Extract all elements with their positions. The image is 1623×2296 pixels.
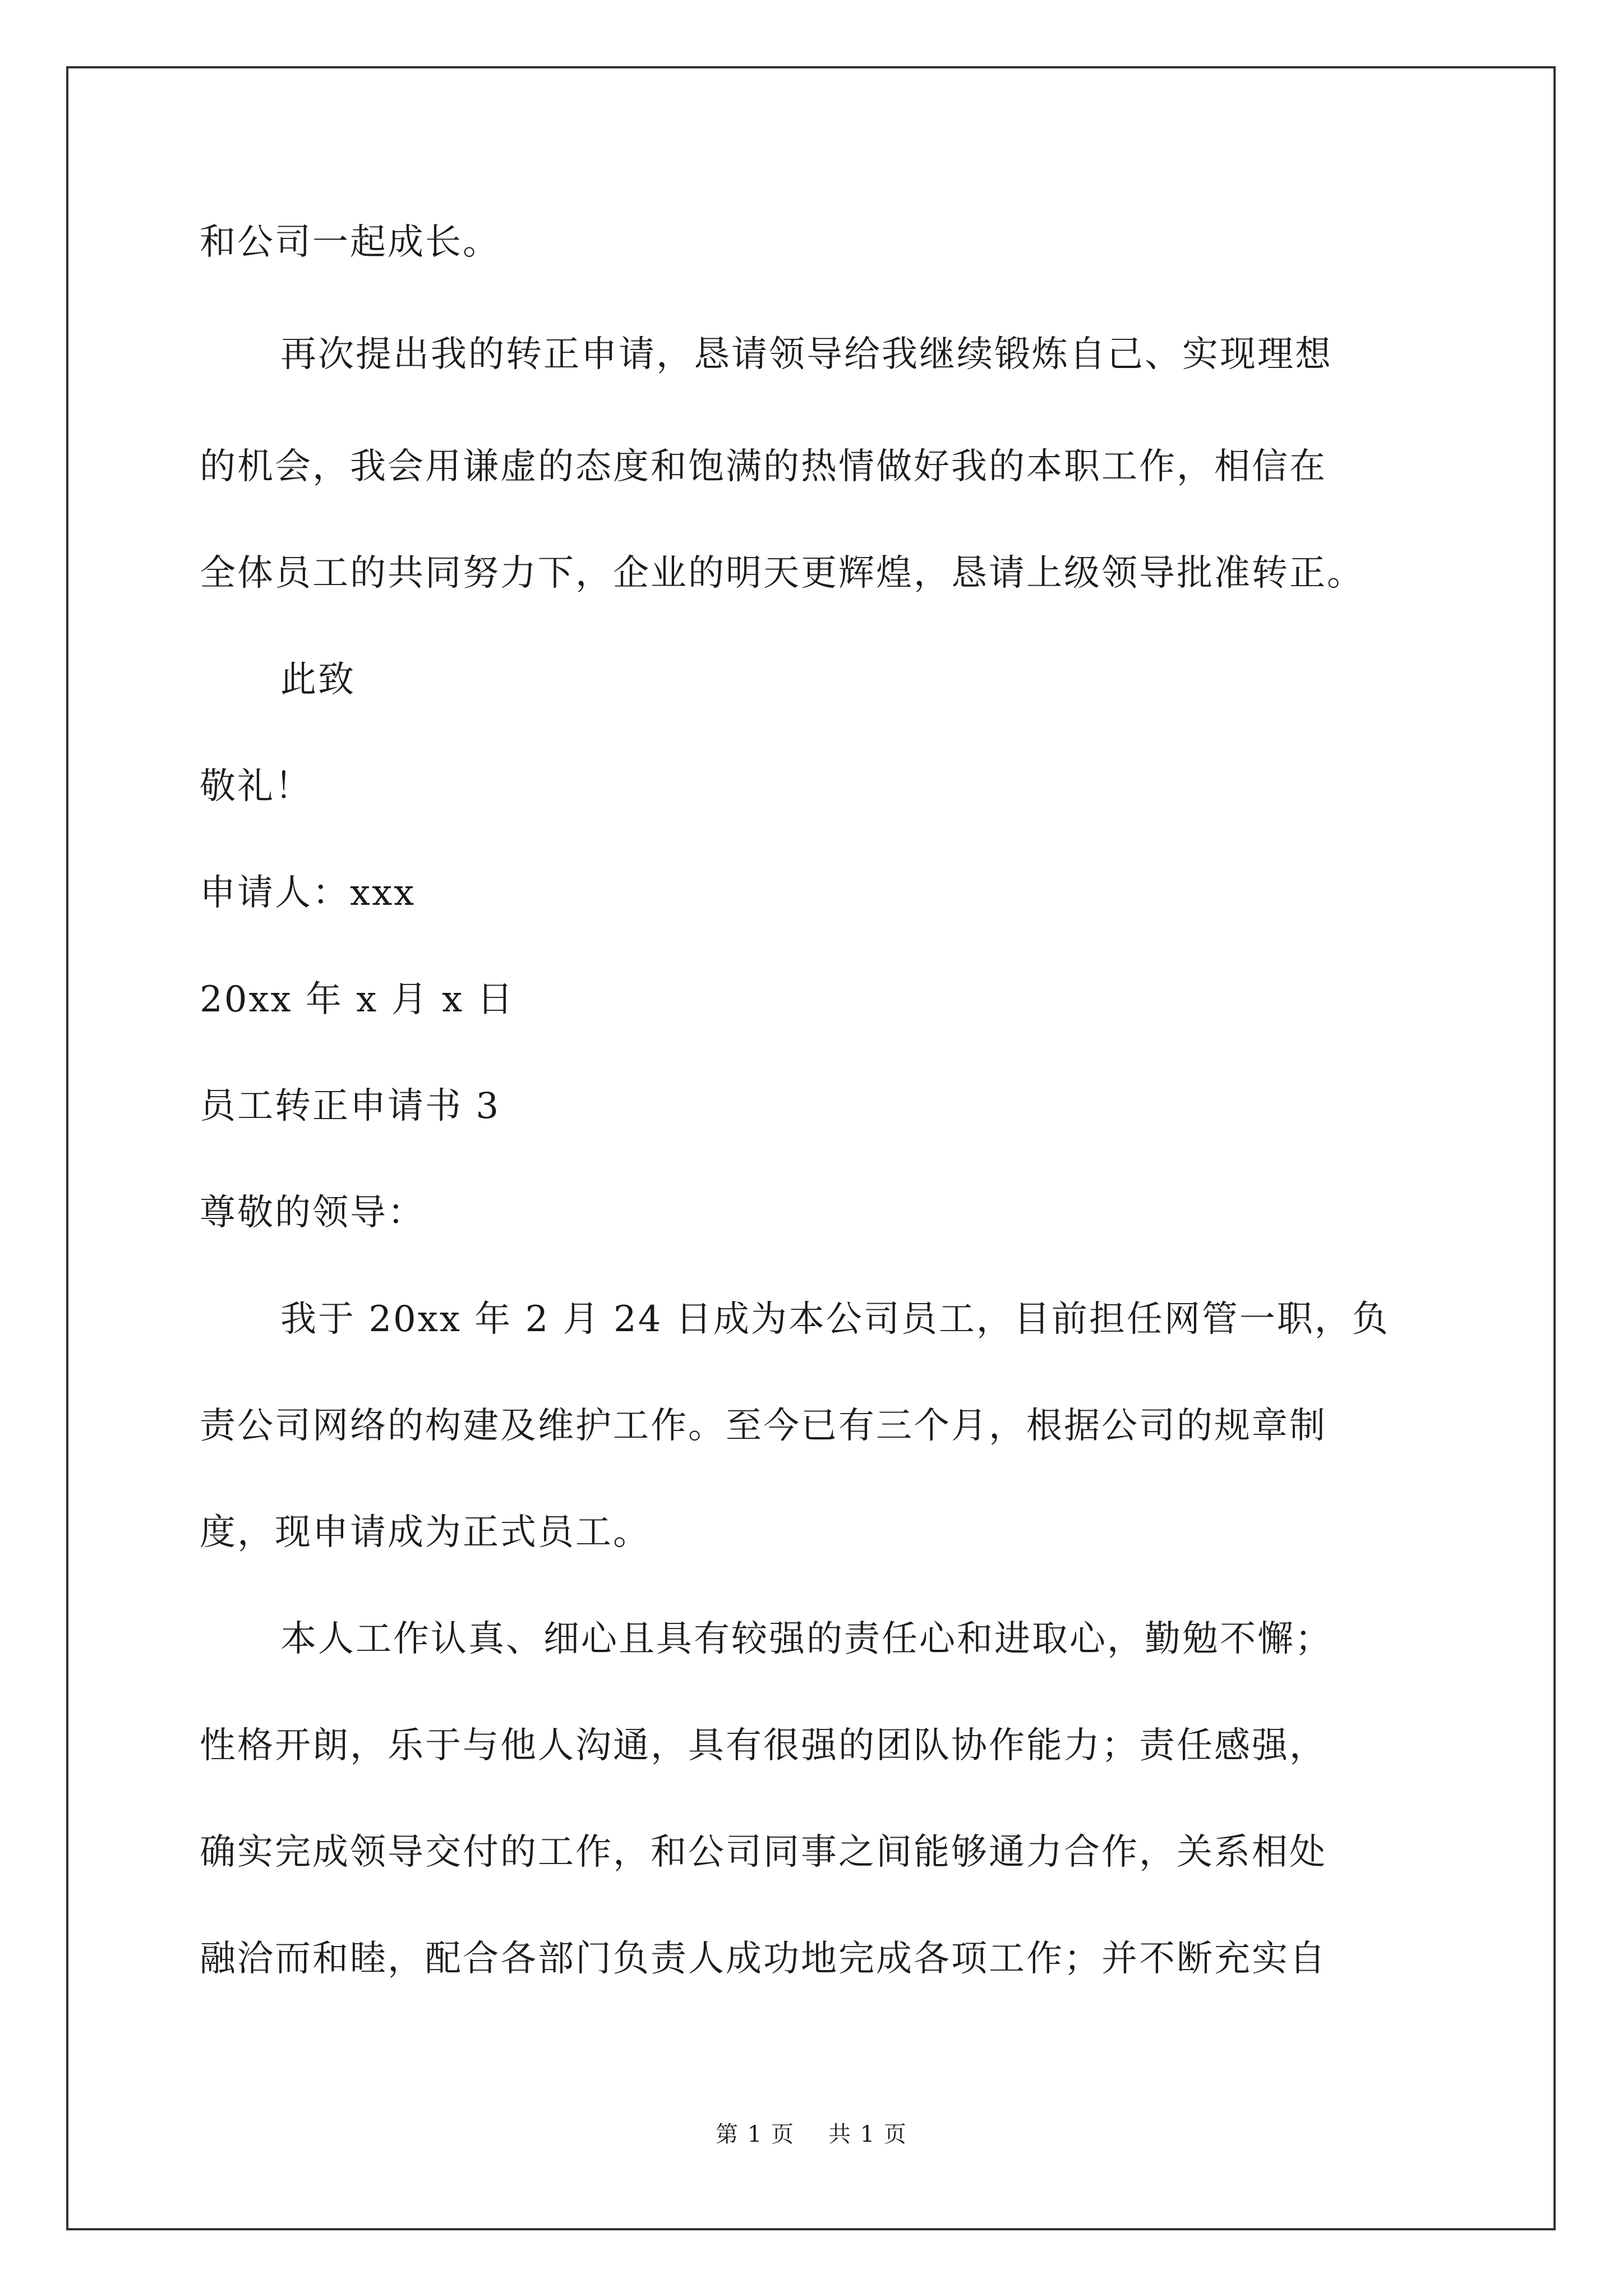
text-line: 责公司网络的构建及维护工作。至今已有三个月，根据公司的规章制	[200, 1405, 1327, 1447]
text-line: 本人工作认真、细心且具有较强的责任心和进取心，勤勉不懈；	[280, 1618, 1332, 1660]
letter-greeting: 尊敬的领导：	[200, 1192, 425, 1234]
text-line: 的机会，我会用谦虚的态度和饱满的热情做好我的本职工作，相信在	[200, 446, 1327, 487]
text-line: 性格开朗，乐于与他人沟通，具有很强的团队协作能力；责任感强，	[200, 1725, 1327, 1766]
text-line: 确实完成领导交付的工作，和公司同事之间能够通力合作，关系相处	[200, 1832, 1327, 1873]
signature-date: 20xx 年 x 月 x 日	[200, 979, 515, 1020]
text-line: 再次提出我的转正申请，恳请领导给我继续锻炼自己、实现理想	[280, 334, 1332, 375]
page-footer	[0, 2120, 1623, 2148]
text-line: 融洽而和睦，配合各部门负责人成功地完成各项工作；并不断充实自	[200, 1938, 1327, 1980]
section-title: 员工转正申请书 3	[200, 1085, 501, 1127]
text-line: 我于 20xx 年 2 月 24 日成为本公司员工，目前担任网管一职，负	[280, 1299, 1390, 1340]
text-line: 度，现申请成为正式员工。	[200, 1512, 651, 1553]
page-number: 第 1 页	[716, 2122, 795, 2147]
closing-salutation: 此致	[280, 659, 356, 701]
text-line: 和公司一起成长。	[200, 222, 500, 263]
applicant-name: 申请人：xxx	[200, 872, 416, 914]
closing-regards: 敬礼！	[200, 766, 312, 807]
page-total: 共 1 页	[828, 2122, 907, 2147]
text-line: 全体员工的共同努力下，企业的明天更辉煌，恳请上级领导批准转正。	[200, 553, 1364, 594]
